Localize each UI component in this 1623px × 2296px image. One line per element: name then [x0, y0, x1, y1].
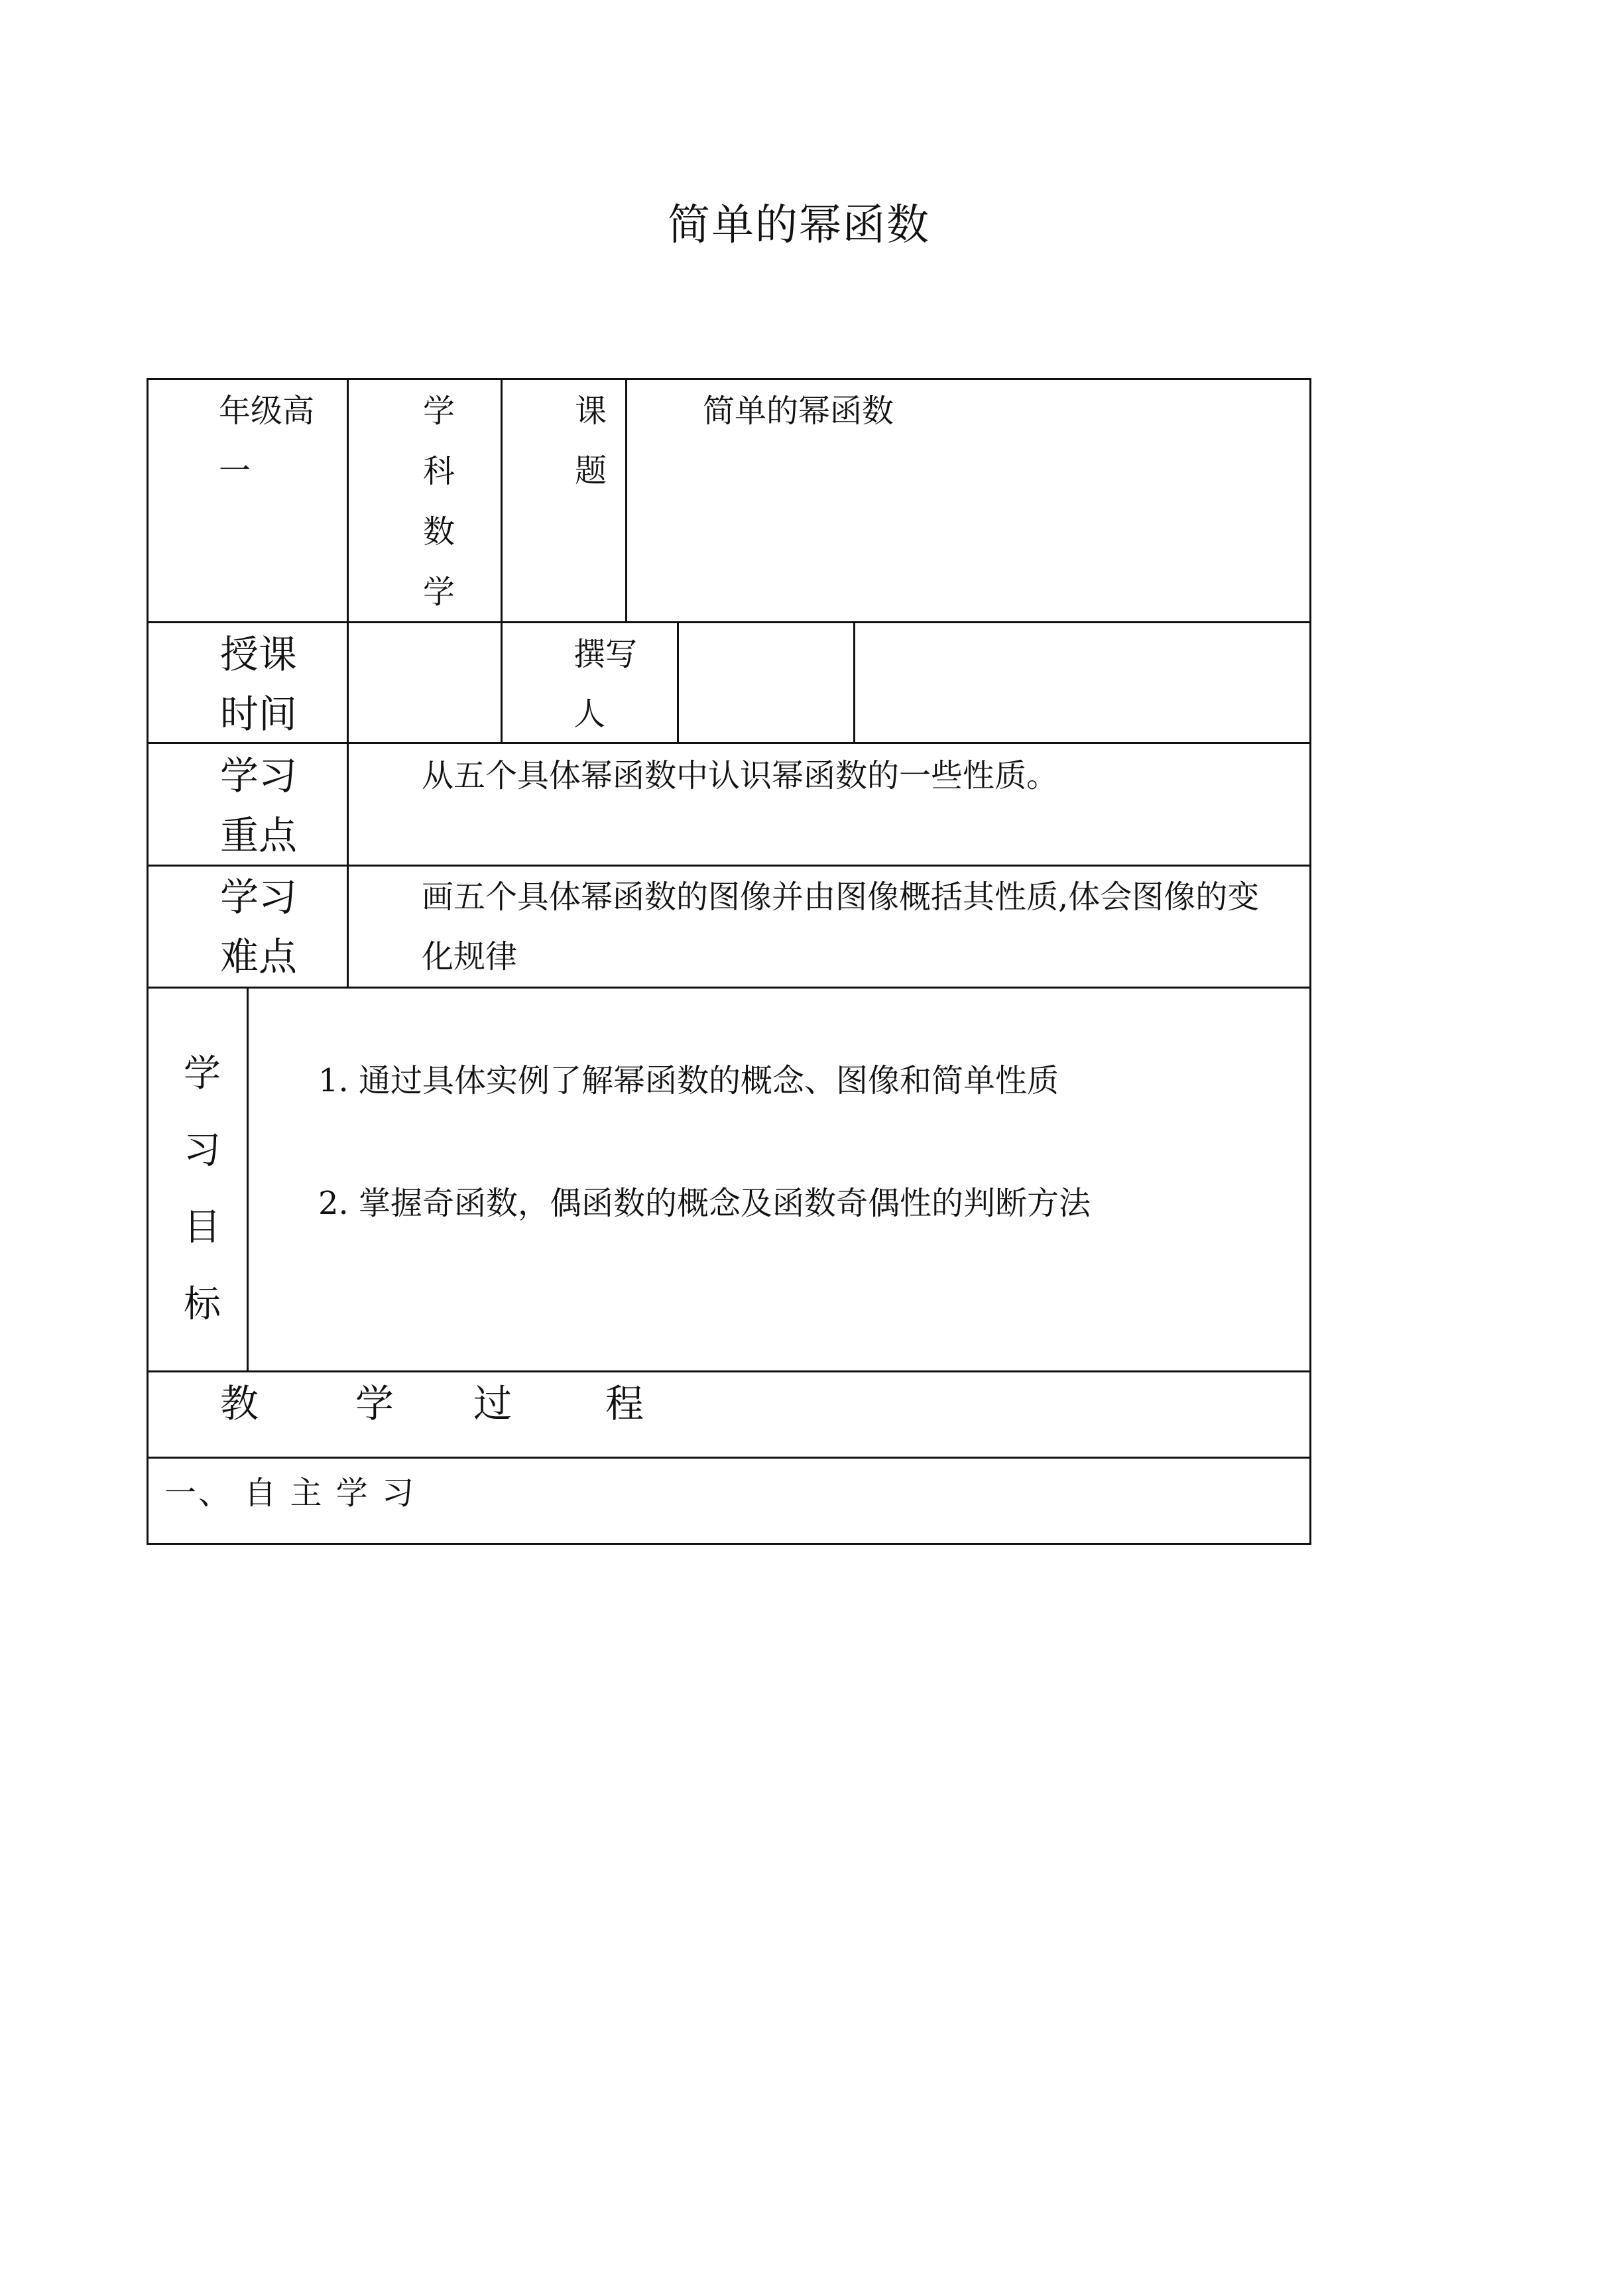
process-heading-char: 教 — [220, 1381, 259, 1426]
objectives-label-char: 学 — [184, 1052, 221, 1095]
table-border-top — [147, 378, 1311, 380]
grade-cell — [219, 381, 314, 501]
grade-line-1: 年级高 — [219, 393, 315, 430]
difficulties-text — [422, 867, 1259, 987]
difficulties-line-2: 化规律 — [422, 938, 518, 975]
topic-value: 简单的幂函数 — [703, 393, 894, 430]
difficulties-label-line-2: 难点 — [220, 934, 298, 979]
author-label-line-2: 人 — [573, 695, 606, 733]
row-divider — [147, 987, 1311, 989]
row-divider — [147, 865, 1311, 867]
process-heading-char: 程 — [605, 1381, 644, 1426]
class-time-label-line-1: 授课 — [220, 632, 298, 677]
table-border-left — [147, 378, 149, 1545]
grade-line-2: 一 — [219, 452, 251, 489]
row-divider — [147, 621, 1311, 623]
objective-item-2: 2. 掌握奇函数，偶函数的概念及函数奇偶性的判断方法 — [318, 1185, 1091, 1222]
row-divider — [147, 742, 1311, 744]
section-one-heading: 一、 自 主 学 习 — [164, 1475, 416, 1512]
difficulties-line-1: 画五个具体幂函数的图像并由图像概括其性质,体会图像的变 — [422, 878, 1260, 916]
topic-label-cell — [571, 381, 611, 501]
author-label — [573, 625, 637, 744]
column-divider — [677, 621, 679, 744]
page-title: 简单的幂函数 — [668, 201, 930, 250]
difficulties-label-line-1: 学习 — [220, 875, 298, 920]
difficulties-label — [220, 867, 297, 987]
objective-item-1: 1. 通过具体实例了解幂函数的概念、图像和简单性质 — [318, 1062, 1059, 1099]
objectives-label-char: 目 — [184, 1206, 221, 1249]
subject-char: 数 — [422, 513, 455, 550]
column-divider — [853, 621, 855, 744]
column-divider — [347, 378, 349, 623]
key-points-label-line-2: 重点 — [220, 813, 298, 858]
author-label-line-1: 撰写 — [573, 636, 638, 673]
subject-char: 学 — [422, 574, 455, 611]
process-heading-char: 过 — [473, 1381, 512, 1426]
column-divider — [347, 621, 349, 744]
subject-char: 科 — [422, 453, 455, 490]
process-heading-char: 学 — [355, 1381, 394, 1426]
column-divider — [501, 378, 503, 623]
class-time-label-line-2: 时间 — [220, 692, 298, 737]
row-divider — [147, 1370, 1311, 1372]
column-divider — [625, 378, 627, 623]
subject-char: 学 — [422, 393, 455, 430]
table-border-right — [1309, 378, 1311, 1545]
topic-label-char: 课 — [574, 393, 607, 430]
row-divider — [147, 1457, 1311, 1459]
topic-label-char: 题 — [574, 452, 607, 489]
subject-cell — [419, 381, 459, 623]
objectives-label-char: 标 — [184, 1283, 221, 1326]
column-divider — [347, 742, 349, 989]
key-points-label-line-1: 学习 — [220, 753, 298, 798]
column-divider — [501, 621, 503, 744]
class-time-label — [220, 625, 297, 744]
key-points-label — [220, 746, 297, 865]
table-border-bottom — [147, 1543, 1311, 1545]
objectives-label — [182, 1036, 222, 1343]
objectives-label-char: 习 — [184, 1129, 221, 1172]
key-points-text: 从五个具体幂函数中认识幂函数的一些性质。 — [422, 757, 1059, 794]
column-divider — [247, 987, 249, 1372]
